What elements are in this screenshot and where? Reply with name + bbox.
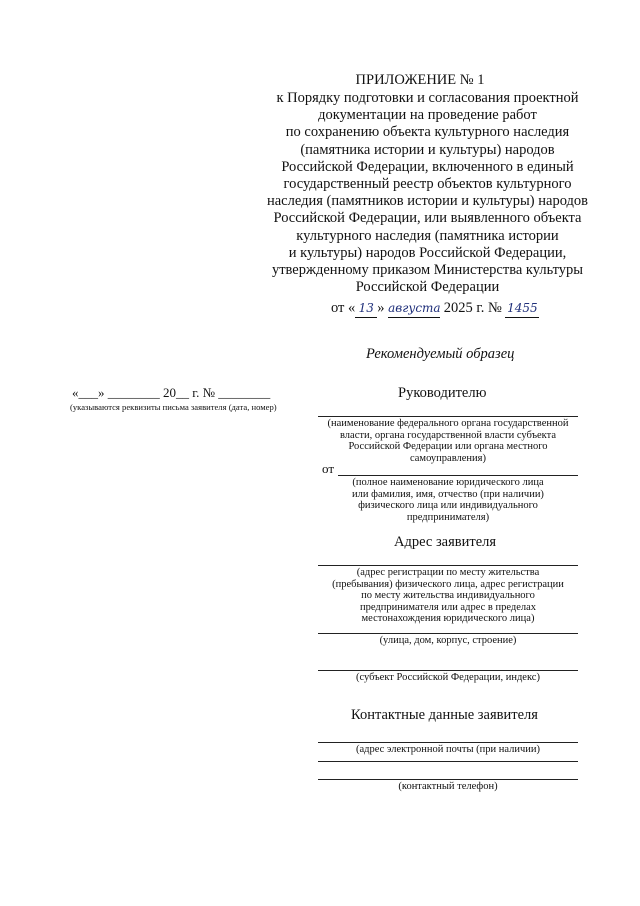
applicant-caption <box>318 477 578 523</box>
region-caption: (субъект Российской Федерации, индекс) <box>356 672 540 683</box>
caption-line: физического лица или индивидуального <box>358 500 538 512</box>
address-line <box>318 565 578 566</box>
phone-caption: (контактный телефон) <box>398 781 498 792</box>
region-line <box>318 670 578 671</box>
appendix-description <box>255 90 600 296</box>
caption-line: предпринимателя или адрес в пределах <box>359 601 537 613</box>
email-caption: (адрес электронной почты (при наличии) <box>355 744 541 755</box>
caption-line: местонахождения юридического лица) <box>361 613 535 625</box>
appendix-line: по сохранению объекта культурного наследия <box>285 124 570 141</box>
order-date-line <box>331 300 539 318</box>
appendix-line: Российской Федерации <box>355 279 500 296</box>
date-mid: » <box>377 300 385 316</box>
appendix-line: к Порядку подготовки и согласования проектной <box>276 90 579 106</box>
appendix-title: ПРИЛОЖЕНИЕ № 1 <box>355 72 485 88</box>
appendix-line: наследия (памятников истории и культуры) народов <box>266 193 588 210</box>
appendix-line: (памятника истории и культуры) народов <box>300 141 555 158</box>
phone-line-1 <box>318 761 578 762</box>
appendix-line: утвержденному приказом Министерства культуры <box>271 262 584 279</box>
letter-requisites-caption: (указываются реквизиты письма заявителя (дата, номер) <box>70 402 277 412</box>
appendix-line: государственный реестр объектов культурного <box>283 176 572 193</box>
street-line <box>318 633 578 634</box>
date-year: 2025 г. № <box>443 300 502 316</box>
contacts-heading: Контактные данные заявителя <box>351 707 538 723</box>
appendix-line: Российской Федерации, включенного в единый <box>281 158 574 175</box>
appendix-line: документации на проведение работ <box>318 107 537 124</box>
applicant-name-line <box>338 475 578 476</box>
letter-requisites-field: «___» ________ 20__ г. № ________ <box>72 385 271 400</box>
appendix-line: Российской Федерации, или выявленного объекта <box>273 210 582 227</box>
from-label: от <box>322 461 335 476</box>
date-prefix: от « <box>331 300 356 316</box>
caption-line: Российской Федерации или органа местного <box>348 441 548 453</box>
appendix-line: культурного наследия (памятника истории <box>296 227 559 244</box>
caption-line: (наименование федерального органа государственной <box>327 418 569 429</box>
address-caption <box>318 567 578 625</box>
phone-line-2 <box>318 779 578 780</box>
caption-line: предпринимателя) <box>406 511 490 523</box>
order-number-handwritten: 1455 <box>505 300 539 318</box>
caption-line: (пребывания) физического лица, адрес регистрации <box>332 578 564 590</box>
recipient-heading: Руководителю <box>398 385 487 401</box>
street-caption: (улица, дом, корпус, строение) <box>379 635 517 646</box>
caption-line: (адрес регистрации по месту жительства <box>356 567 540 578</box>
date-month-handwritten: августа <box>388 300 440 318</box>
authority-line <box>318 416 578 417</box>
caption-line: по месту жительства индивидуального <box>361 590 535 602</box>
address-heading: Адрес заявителя <box>394 534 497 550</box>
caption-line: самоуправления) <box>409 452 486 464</box>
caption-line: власти, органа государственной власти субъекта <box>339 429 557 441</box>
authority-caption <box>318 418 578 464</box>
caption-line: или фамилия, имя, отчество (при наличии) <box>352 488 544 500</box>
appendix-line: и культуры) народов Российской Федерации, <box>288 244 567 261</box>
date-day-handwritten: 13 <box>355 300 377 318</box>
email-line <box>318 742 578 743</box>
recommended-sample-label: Рекомендуемый образец <box>366 346 515 362</box>
caption-line: (полное наименование юридического лица <box>352 477 544 488</box>
